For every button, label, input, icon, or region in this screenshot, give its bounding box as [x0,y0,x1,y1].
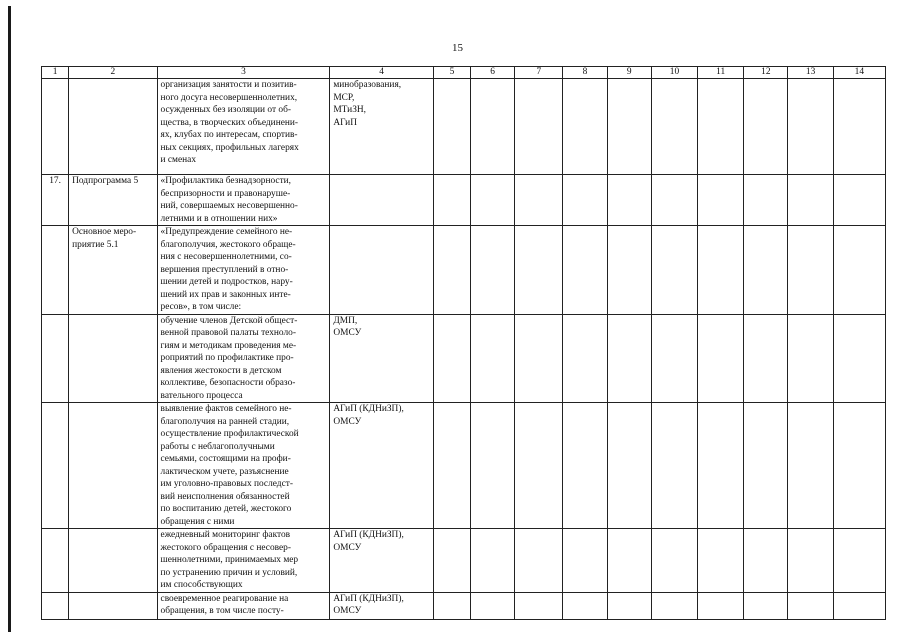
empty-cell [744,529,788,593]
row-number-cell [42,314,69,403]
row-number-cell [42,175,69,226]
empty-cell [433,226,470,315]
empty-cell [651,79,697,175]
empty-cell [833,226,885,315]
empty-cell [515,226,563,315]
empty-cell [698,403,744,529]
empty-cell [833,314,885,403]
empty-cell [788,314,833,403]
measure-text-cell [157,314,330,403]
measure-text-cell [157,529,330,593]
empty-cell [471,226,515,315]
empty-cell [698,175,744,226]
row-number-cell [42,403,69,529]
program-cell [69,529,157,593]
column-header: 1 [42,67,69,79]
executor-cell [330,403,433,529]
empty-cell [471,529,515,593]
empty-cell [433,175,470,226]
empty-cell [607,403,651,529]
table-row [42,592,886,619]
empty-cell [471,592,515,619]
empty-cell [651,175,697,226]
executor-cell [330,314,433,403]
executor-cell [330,226,433,315]
executor-cell [330,175,433,226]
empty-cell [651,529,697,593]
row-number-cell [42,79,69,175]
empty-cell [607,175,651,226]
executor-cell [330,592,433,619]
empty-cell [563,529,607,593]
program-cell [69,314,157,403]
empty-cell [744,175,788,226]
empty-cell [788,403,833,529]
executor-text: минобразования, МСР, МТиЗН, АГиП [333,80,402,128]
measure-text-cell [157,175,330,226]
row-number-cell [42,226,69,315]
column-header: 14 [833,67,885,79]
empty-cell [607,226,651,315]
measure-text-text: «Предупреждение семейного не- благополучия, жестокого обраще- ния с несовершеннолетними, со- вершения преступлений в отно- шении детей и подростков, нару- шений их прав и законных инте- ресов», в том числе: [160,227,296,312]
executor-text: АГиП (КДНиЗП), ОМСУ [333,593,404,616]
column-header: 11 [698,67,744,79]
empty-cell [515,175,563,226]
empty-cell [607,79,651,175]
empty-cell [607,529,651,593]
empty-cell [433,529,470,593]
measure-text-text: обучение членов Детской общест- венной правовой палаты техноло- гиям и методикам проведения ме- роприятий по профилактике про- явления жестокости в детском коллективе, безопасности образо- вательного процесса [160,315,298,401]
empty-cell [744,79,788,175]
column-header: 13 [788,67,833,79]
program-text: Основное меро- приятие 5.1 [72,227,137,250]
empty-cell [471,79,515,175]
empty-cell [471,314,515,403]
table-row [42,175,886,226]
column-header: 6 [471,67,515,79]
column-header: 10 [651,67,697,79]
table-row [42,529,886,593]
empty-cell [833,403,885,529]
column-header: 12 [744,67,788,79]
empty-cell [698,529,744,593]
empty-cell [788,79,833,175]
empty-cell [744,314,788,403]
empty-cell [788,226,833,315]
measure-text-cell [157,226,330,315]
plan-table [41,66,886,620]
measure-text-cell [157,79,330,175]
column-header: 4 [330,67,433,79]
empty-cell [563,79,607,175]
column-header: 8 [563,67,607,79]
empty-cell [698,226,744,315]
column-header: 3 [157,67,330,79]
executor-cell [330,79,433,175]
empty-cell [471,403,515,529]
row-number-cell [42,529,69,593]
empty-cell [651,592,697,619]
empty-cell [744,592,788,619]
empty-cell [433,79,470,175]
empty-cell [563,175,607,226]
program-cell [69,403,157,529]
program-cell [69,592,157,619]
empty-cell [515,529,563,593]
empty-cell [833,529,885,593]
empty-cell [433,403,470,529]
empty-cell [744,226,788,315]
empty-cell [515,592,563,619]
measure-text-cell [157,403,330,529]
table-row [42,226,886,315]
empty-cell [833,592,885,619]
column-header: 5 [433,67,470,79]
empty-cell [433,314,470,403]
empty-cell [833,175,885,226]
empty-cell [833,79,885,175]
program-cell [69,226,157,315]
empty-cell [698,314,744,403]
empty-cell [515,403,563,529]
empty-cell [651,314,697,403]
program-text: Подпрограмма 5 [72,176,139,186]
row-number-text: 17. [49,176,61,186]
empty-cell [788,175,833,226]
program-cell [69,79,157,175]
header-row [42,67,886,79]
executor-text: АГиП (КДНиЗП), ОМСУ [333,530,404,553]
table-row [42,403,886,529]
empty-cell [515,314,563,403]
measure-text-cell [157,592,330,619]
page-number: 15 [452,42,463,54]
row-number-cell [42,592,69,619]
executor-cell [330,529,433,593]
executor-text: ДМП, ОМСУ [333,315,362,338]
empty-cell [563,592,607,619]
measure-text-text: выявление фактов семейного не- благополучия на ранней стадии, осуществление профилактической работы с неблагополучными семьями, состоящими на профи- лактическом учете, разъяснение им уголовно-правовых последст- вий неисполнения обязанностей по воспитанию детей, жестокого обращения с ними [160,404,299,527]
empty-cell [471,175,515,226]
table-row [42,79,886,175]
page-binding-line [8,6,11,632]
measure-text-text: ежедневный мониторинг фактов жестокого обращения с несовер- шеннолетними, принимаемых мер по устранению причин и условий, им способствующих [160,530,299,590]
empty-cell [607,314,651,403]
empty-cell [651,403,697,529]
empty-cell [698,592,744,619]
column-header: 9 [607,67,651,79]
measure-text-text: своевременное реагирование на обращения, в том числе посту- [160,593,289,616]
column-header: 2 [69,67,157,79]
empty-cell [515,79,563,175]
empty-cell [563,226,607,315]
table-row [42,314,886,403]
measure-text-text: организация занятости и позитив- ного досуга несовершеннолетних, осужденных без изоляции от об- щества, в творческих объединени- ях, клубах по интересам, спортив- ных секциях, профильных лагерях и сменах [160,80,299,165]
empty-cell [433,592,470,619]
empty-cell [563,314,607,403]
empty-cell [788,592,833,619]
measure-text-text: «Профилактика безнадзорности, беспризорности и правонаруше- ний, совершаемых несовершенно- летними и в отношении них» [160,176,298,224]
column-header: 7 [515,67,563,79]
empty-cell [788,529,833,593]
executor-text: АГиП (КДНиЗП), ОМСУ [333,404,404,427]
empty-cell [651,226,697,315]
empty-cell [607,592,651,619]
empty-cell [563,403,607,529]
program-cell [69,175,157,226]
empty-cell [698,79,744,175]
empty-cell [744,403,788,529]
